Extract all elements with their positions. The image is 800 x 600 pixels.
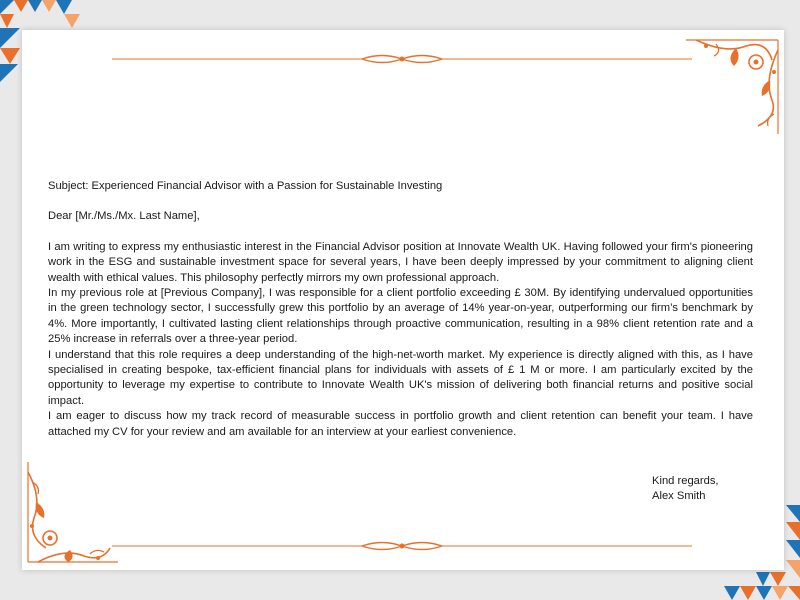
letter-closing-block [652,474,719,505]
top-right-corner-ornament [686,36,782,136]
top-ornamental-divider [112,52,692,66]
bottom-left-corner-ornament [24,462,120,566]
letter-page [22,30,784,570]
letter-paragraph: I am eager to discuss how my track record of measurable success in portfolio growth and client retention can benefit your team. I have attached my CV for your review and am available for an interview at your earliest convenience. [48,410,753,438]
letter-paragraph: I understand that this role requires a deep understanding of the high-net-worth market. My experience is directly aligned with this, as I have specialised in creating bespoke, tax-efficient financial plans for individuals with assets of £ 1 M or more. I am particularly excited by the opportunity to leverage my expertise to contribute to Innovate Wealth UK's mission of delivering both financial returns and positive social impact. [48,348,753,407]
letter-body [48,179,753,440]
letter-signature: Alex Smith [652,490,706,503]
letter-paragraph: In my previous role at [Previous Company], I was responsible for a client portfolio exceeding £ 30M. By identifying undervalued opportunities in the green technology sector, I successfully grew this portfolio by an average of 14% year-on-year, outperforming our firm’s benchmark by 4%. More importantly, I cultivated lasting client relationships through proactive communication, resulting in a 98% client retention rate and a 25% increase in referrals over a three-year period. [48,287,753,346]
bottom-ornamental-divider [112,539,692,553]
letter-salutation: Dear [Mr./Ms./Mx. Last Name], [48,210,200,223]
letter-closing: Kind regards, [652,475,719,487]
letter-subject: Subject: Experienced Financial Advisor with a Passion for Sustainable Investing [48,180,443,192]
letter-paragraph: I am writing to express my enthusiastic interest in the Financial Advisor position at Innovate Wealth UK. Having followed your firm's pioneering work in the ESG and sustainable investment space for several years, I have been deeply impressed by your commitment to aligning client wealth with ethical values. This philosophy perfectly mirrors my own professional approach. [48,240,753,284]
